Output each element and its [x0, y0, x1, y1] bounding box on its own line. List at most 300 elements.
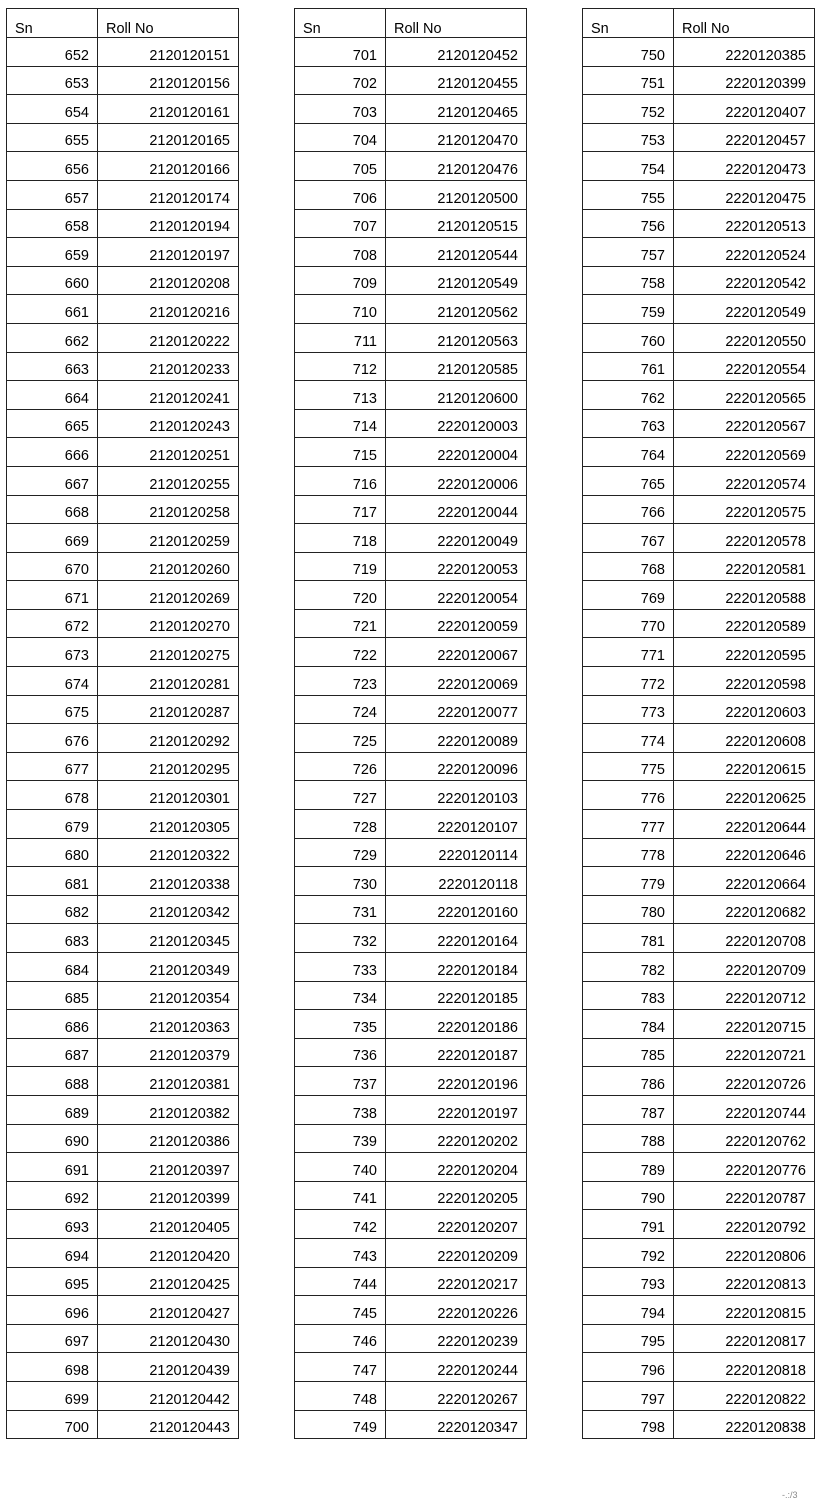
- roll-no-cell: 2220120524: [674, 238, 815, 267]
- table-row: [583, 323, 815, 352]
- sn-cell: 662: [7, 323, 98, 352]
- table-row: [7, 1296, 239, 1325]
- table-row: [7, 552, 239, 581]
- table-row: [583, 1381, 815, 1410]
- table-row: [583, 752, 815, 781]
- roll-no-cell: 2120120544: [386, 238, 527, 267]
- roll-no-cell: 2120120243: [98, 409, 239, 438]
- roll-no-cell: 2220120646: [674, 838, 815, 867]
- sn-cell: 722: [295, 638, 386, 667]
- table-row: [295, 1353, 527, 1382]
- roll-no-cell: 2220120044: [386, 495, 527, 524]
- roll-no-cell: 2220120589: [674, 609, 815, 638]
- roll-no-cell: 2220120197: [386, 1095, 527, 1124]
- table-row: [7, 1038, 239, 1067]
- roll-no-cell: 2120120425: [98, 1267, 239, 1296]
- roll-no-cell: 2220120385: [674, 38, 815, 67]
- table-row: [583, 953, 815, 982]
- sn-cell: 752: [583, 95, 674, 124]
- table-row: [583, 552, 815, 581]
- sn-cell: 777: [583, 810, 674, 839]
- table-row: [7, 409, 239, 438]
- roll-table-2: [294, 8, 527, 1439]
- sn-cell: 785: [583, 1038, 674, 1067]
- sn-cell: 690: [7, 1124, 98, 1153]
- sn-cell: 702: [295, 66, 386, 95]
- sn-cell: 712: [295, 352, 386, 381]
- table-row: [7, 38, 239, 67]
- table-row: [295, 524, 527, 553]
- sn-cell: 683: [7, 924, 98, 953]
- table-row: [583, 66, 815, 95]
- roll-no-cell: 2120120476: [386, 152, 527, 181]
- sn-cell: 746: [295, 1324, 386, 1353]
- roll-no-cell: 2120120515: [386, 209, 527, 238]
- roll-no-cell: 2220120407: [674, 95, 815, 124]
- sn-cell: 766: [583, 495, 674, 524]
- table-row: [583, 352, 815, 381]
- header-roll-no: Roll No: [386, 9, 527, 38]
- roll-no-cell: 2220120187: [386, 1038, 527, 1067]
- table-row: [295, 781, 527, 810]
- table-row: [583, 295, 815, 324]
- table-row: [295, 352, 527, 381]
- sn-cell: 718: [295, 524, 386, 553]
- table-row: [7, 209, 239, 238]
- sn-cell: 738: [295, 1095, 386, 1124]
- roll-no-cell: 2220120806: [674, 1238, 815, 1267]
- table-row: [7, 1324, 239, 1353]
- sn-cell: 720: [295, 581, 386, 610]
- sn-cell: 757: [583, 238, 674, 267]
- roll-no-cell: 2220120244: [386, 1353, 527, 1382]
- table-row: [7, 1238, 239, 1267]
- roll-no-cell: 2220120267: [386, 1381, 527, 1410]
- roll-no-cell: 2220120567: [674, 409, 815, 438]
- sn-cell: 754: [583, 152, 674, 181]
- table-row: [7, 752, 239, 781]
- roll-no-cell: 2120120241: [98, 381, 239, 410]
- roll-no-cell: 2220120217: [386, 1267, 527, 1296]
- roll-no-cell: 2120120379: [98, 1038, 239, 1067]
- sn-cell: 725: [295, 724, 386, 753]
- table-row: [583, 1296, 815, 1325]
- table-row: [295, 123, 527, 152]
- sn-cell: 721: [295, 609, 386, 638]
- sn-cell: 659: [7, 238, 98, 267]
- sn-cell: 713: [295, 381, 386, 410]
- table-row: [295, 1095, 527, 1124]
- table-row: [295, 1153, 527, 1182]
- sn-cell: 726: [295, 752, 386, 781]
- roll-no-cell: 2220120726: [674, 1067, 815, 1096]
- table-row: [295, 552, 527, 581]
- sn-cell: 772: [583, 667, 674, 696]
- sn-cell: 749: [295, 1410, 386, 1439]
- table-row: [295, 381, 527, 410]
- table-row: [583, 1267, 815, 1296]
- roll-no-cell: 2220120792: [674, 1210, 815, 1239]
- table-row: [583, 1410, 815, 1439]
- roll-no-cell: 2220120595: [674, 638, 815, 667]
- roll-no-cell: 2220120565: [674, 381, 815, 410]
- sn-cell: 668: [7, 495, 98, 524]
- roll-no-cell: 2220120787: [674, 1181, 815, 1210]
- sn-cell: 737: [295, 1067, 386, 1096]
- table-row: [583, 524, 815, 553]
- sn-cell: 719: [295, 552, 386, 581]
- roll-no-cell: 2120120349: [98, 953, 239, 982]
- table-row: [295, 810, 527, 839]
- sn-cell: 665: [7, 409, 98, 438]
- roll-no-cell: 2120120465: [386, 95, 527, 124]
- sn-cell: 786: [583, 1067, 674, 1096]
- sn-cell: 685: [7, 981, 98, 1010]
- table-row: [7, 180, 239, 209]
- table-row: [583, 1095, 815, 1124]
- table-row: [583, 867, 815, 896]
- sn-cell: 734: [295, 981, 386, 1010]
- roll-no-cell: 2220120838: [674, 1410, 815, 1439]
- roll-no-cell: 2220120818: [674, 1353, 815, 1382]
- roll-no-cell: 2220120003: [386, 409, 527, 438]
- sn-cell: 704: [295, 123, 386, 152]
- roll-no-cell: 2220120550: [674, 323, 815, 352]
- roll-no-cell: 2120120363: [98, 1010, 239, 1039]
- table-row: [295, 581, 527, 610]
- table-row: [295, 180, 527, 209]
- sn-cell: 691: [7, 1153, 98, 1182]
- sn-cell: 672: [7, 609, 98, 638]
- sn-cell: 715: [295, 438, 386, 467]
- sn-cell: 778: [583, 838, 674, 867]
- roll-no-cell: 2120120562: [386, 295, 527, 324]
- table-row: [7, 66, 239, 95]
- roll-no-cell: 2220120204: [386, 1153, 527, 1182]
- table-row: [295, 238, 527, 267]
- roll-no-cell: 2220120578: [674, 524, 815, 553]
- sn-cell: 748: [295, 1381, 386, 1410]
- table-row: [295, 1324, 527, 1353]
- roll-no-cell: 2120120420: [98, 1238, 239, 1267]
- sn-cell: 674: [7, 667, 98, 696]
- table-row: [7, 924, 239, 953]
- roll-no-cell: 2120120233: [98, 352, 239, 381]
- sn-cell: 701: [295, 38, 386, 67]
- table-row: [7, 810, 239, 839]
- sn-cell: 788: [583, 1124, 674, 1153]
- table-row: [583, 438, 815, 467]
- sn-cell: 688: [7, 1067, 98, 1096]
- sn-cell: 661: [7, 295, 98, 324]
- sn-cell: 798: [583, 1410, 674, 1439]
- sn-cell: 669: [7, 524, 98, 553]
- table-row: [583, 38, 815, 67]
- table-row: [7, 323, 239, 352]
- sn-cell: 742: [295, 1210, 386, 1239]
- sn-cell: 660: [7, 266, 98, 295]
- roll-no-cell: 2120120270: [98, 609, 239, 638]
- sn-cell: 763: [583, 409, 674, 438]
- sn-cell: 680: [7, 838, 98, 867]
- roll-no-cell: 2220120715: [674, 1010, 815, 1039]
- roll-no-cell: 2120120399: [98, 1181, 239, 1210]
- table-row: [295, 495, 527, 524]
- sn-cell: 796: [583, 1353, 674, 1382]
- sn-cell: 673: [7, 638, 98, 667]
- sn-cell: 740: [295, 1153, 386, 1182]
- roll-no-cell: 2120120287: [98, 695, 239, 724]
- table-row: [295, 209, 527, 238]
- roll-no-cell: 2120120386: [98, 1124, 239, 1153]
- sn-cell: 758: [583, 266, 674, 295]
- roll-no-cell: 2120120443: [98, 1410, 239, 1439]
- roll-no-cell: 2220120815: [674, 1296, 815, 1325]
- sn-cell: 699: [7, 1381, 98, 1410]
- header-roll-no: Roll No: [98, 9, 239, 38]
- table-row: [583, 1067, 815, 1096]
- table-row: [7, 238, 239, 267]
- header-sn: Sn: [7, 9, 98, 38]
- sn-cell: 682: [7, 895, 98, 924]
- table-row: [583, 466, 815, 495]
- sn-cell: 787: [583, 1095, 674, 1124]
- table-row: [295, 1038, 527, 1067]
- roll-no-cell: 2220120615: [674, 752, 815, 781]
- sn-cell: 780: [583, 895, 674, 924]
- table-row: [295, 1181, 527, 1210]
- sn-cell: 694: [7, 1238, 98, 1267]
- table-row: [583, 1010, 815, 1039]
- sn-cell: 675: [7, 695, 98, 724]
- sn-cell: 792: [583, 1238, 674, 1267]
- sn-cell: 771: [583, 638, 674, 667]
- roll-no-cell: 2220120598: [674, 667, 815, 696]
- header-sn: Sn: [295, 9, 386, 38]
- table-row: [7, 609, 239, 638]
- roll-no-cell: 2220120813: [674, 1267, 815, 1296]
- sn-cell: 741: [295, 1181, 386, 1210]
- table-row: [583, 695, 815, 724]
- table-row: [583, 266, 815, 295]
- table-row: [295, 466, 527, 495]
- roll-no-cell: 2220120184: [386, 953, 527, 982]
- roll-no-cell: 2220120059: [386, 609, 527, 638]
- table-row: [7, 781, 239, 810]
- roll-no-cell: 2120120427: [98, 1296, 239, 1325]
- roll-no-cell: 2120120455: [386, 66, 527, 95]
- table-row: [583, 123, 815, 152]
- roll-no-cell: 2220120762: [674, 1124, 815, 1153]
- sn-cell: 730: [295, 867, 386, 896]
- table-row: [7, 838, 239, 867]
- roll-no-cell: 2220120664: [674, 867, 815, 896]
- roll-no-cell: 2120120151: [98, 38, 239, 67]
- roll-no-cell: 2120120305: [98, 810, 239, 839]
- roll-no-cell: 2220120103: [386, 781, 527, 810]
- sn-cell: 767: [583, 524, 674, 553]
- sn-cell: 692: [7, 1181, 98, 1210]
- table-row: [583, 1210, 815, 1239]
- roll-no-cell: 2220120574: [674, 466, 815, 495]
- roll-no-cell: 2220120077: [386, 695, 527, 724]
- table-row: [583, 1324, 815, 1353]
- table-row: [583, 238, 815, 267]
- table-row: [295, 609, 527, 638]
- sn-cell: 783: [583, 981, 674, 1010]
- sn-cell: 671: [7, 581, 98, 610]
- table-row: [7, 524, 239, 553]
- roll-no-cell: 2120120563: [386, 323, 527, 352]
- sn-cell: 728: [295, 810, 386, 839]
- roll-no-cell: 2120120275: [98, 638, 239, 667]
- roll-no-cell: 2220120682: [674, 895, 815, 924]
- roll-no-cell: 2220120542: [674, 266, 815, 295]
- table-row: [7, 381, 239, 410]
- table-row: [583, 638, 815, 667]
- sn-cell: 654: [7, 95, 98, 124]
- roll-no-cell: 2120120260: [98, 552, 239, 581]
- roll-no-cell: 2220120569: [674, 438, 815, 467]
- roll-no-cell: 2220120053: [386, 552, 527, 581]
- roll-no-cell: 2220120067: [386, 638, 527, 667]
- sn-cell: 781: [583, 924, 674, 953]
- sn-cell: 664: [7, 381, 98, 410]
- table-row: [7, 266, 239, 295]
- sn-cell: 727: [295, 781, 386, 810]
- roll-no-cell: 2220120096: [386, 752, 527, 781]
- table-row: [295, 323, 527, 352]
- roll-no-cell: 2220120239: [386, 1324, 527, 1353]
- sn-cell: 791: [583, 1210, 674, 1239]
- table-row: [295, 66, 527, 95]
- table-row: [7, 724, 239, 753]
- sn-cell: 773: [583, 695, 674, 724]
- table-row: [7, 981, 239, 1010]
- roll-no-cell: 2120120405: [98, 1210, 239, 1239]
- table-row: [583, 981, 815, 1010]
- roll-no-cell: 2220120069: [386, 667, 527, 696]
- table-row: [295, 981, 527, 1010]
- table-row: [295, 266, 527, 295]
- sn-cell: 717: [295, 495, 386, 524]
- sn-cell: 784: [583, 1010, 674, 1039]
- table-row: [295, 38, 527, 67]
- sn-cell: 652: [7, 38, 98, 67]
- table-row: [7, 1353, 239, 1382]
- roll-no-cell: 2220120712: [674, 981, 815, 1010]
- roll-table-3: [582, 8, 815, 1439]
- header-roll-no: Roll No: [674, 9, 815, 38]
- roll-no-cell: 2220120205: [386, 1181, 527, 1210]
- table-row: [583, 895, 815, 924]
- sn-cell: 709: [295, 266, 386, 295]
- table-row: [583, 1038, 815, 1067]
- roll-no-cell: 2220120164: [386, 924, 527, 953]
- roll-no-cell: 2120120549: [386, 266, 527, 295]
- sn-cell: 794: [583, 1296, 674, 1325]
- roll-table-1: [6, 8, 239, 1439]
- sn-cell: 658: [7, 209, 98, 238]
- table-row: [295, 1067, 527, 1096]
- roll-no-cell: 2220120549: [674, 295, 815, 324]
- table-row: [583, 810, 815, 839]
- roll-no-cell: 2120120470: [386, 123, 527, 152]
- roll-no-cell: 2220120473: [674, 152, 815, 181]
- roll-no-cell: 2220120709: [674, 953, 815, 982]
- table-row: [7, 295, 239, 324]
- roll-no-cell: 2120120197: [98, 238, 239, 267]
- roll-no-cell: 2220120513: [674, 209, 815, 238]
- table-row: [295, 409, 527, 438]
- sn-cell: 779: [583, 867, 674, 896]
- sn-cell: 706: [295, 180, 386, 209]
- sn-cell: 735: [295, 1010, 386, 1039]
- table-row: [295, 1381, 527, 1410]
- table-row: [583, 1153, 815, 1182]
- sn-cell: 731: [295, 895, 386, 924]
- roll-no-cell: 2220120457: [674, 123, 815, 152]
- sn-cell: 681: [7, 867, 98, 896]
- table-row: [7, 1210, 239, 1239]
- sn-cell: 676: [7, 724, 98, 753]
- table-row: [295, 1296, 527, 1325]
- roll-no-cell: 2120120194: [98, 209, 239, 238]
- roll-no-cell: 2120120156: [98, 66, 239, 95]
- sn-cell: 686: [7, 1010, 98, 1039]
- sn-cell: 707: [295, 209, 386, 238]
- roll-no-cell: 2220120185: [386, 981, 527, 1010]
- sn-cell: 765: [583, 466, 674, 495]
- table-row: [295, 895, 527, 924]
- roll-no-cell: 2220120399: [674, 66, 815, 95]
- table-row: [583, 724, 815, 753]
- sn-cell: 705: [295, 152, 386, 181]
- roll-no-cell: 2220120049: [386, 524, 527, 553]
- sn-cell: 797: [583, 1381, 674, 1410]
- sn-cell: 723: [295, 667, 386, 696]
- roll-no-cell: 2220120226: [386, 1296, 527, 1325]
- roll-no-cell: 2220120347: [386, 1410, 527, 1439]
- roll-no-cell: 2220120744: [674, 1095, 815, 1124]
- roll-no-cell: 2120120166: [98, 152, 239, 181]
- roll-no-cell: 2220120196: [386, 1067, 527, 1096]
- table-row: [583, 609, 815, 638]
- roll-no-cell: 2120120439: [98, 1353, 239, 1382]
- roll-no-cell: 2120120430: [98, 1324, 239, 1353]
- sn-cell: 768: [583, 552, 674, 581]
- table-row: [295, 638, 527, 667]
- table-row: [7, 1181, 239, 1210]
- table-row: [583, 209, 815, 238]
- sn-cell: 716: [295, 466, 386, 495]
- table-row: [7, 1124, 239, 1153]
- table-row: [583, 781, 815, 810]
- sn-cell: 703: [295, 95, 386, 124]
- roll-no-cell: 2220120114: [386, 838, 527, 867]
- roll-no-cell: 2220120708: [674, 924, 815, 953]
- sn-cell: 711: [295, 323, 386, 352]
- sn-cell: 708: [295, 238, 386, 267]
- table-row: [7, 895, 239, 924]
- roll-no-cell: 2120120208: [98, 266, 239, 295]
- table-row: [583, 180, 815, 209]
- table-row: [295, 695, 527, 724]
- table-row: [295, 924, 527, 953]
- sn-cell: 678: [7, 781, 98, 810]
- table-row: [295, 95, 527, 124]
- roll-no-cell: 2120120600: [386, 381, 527, 410]
